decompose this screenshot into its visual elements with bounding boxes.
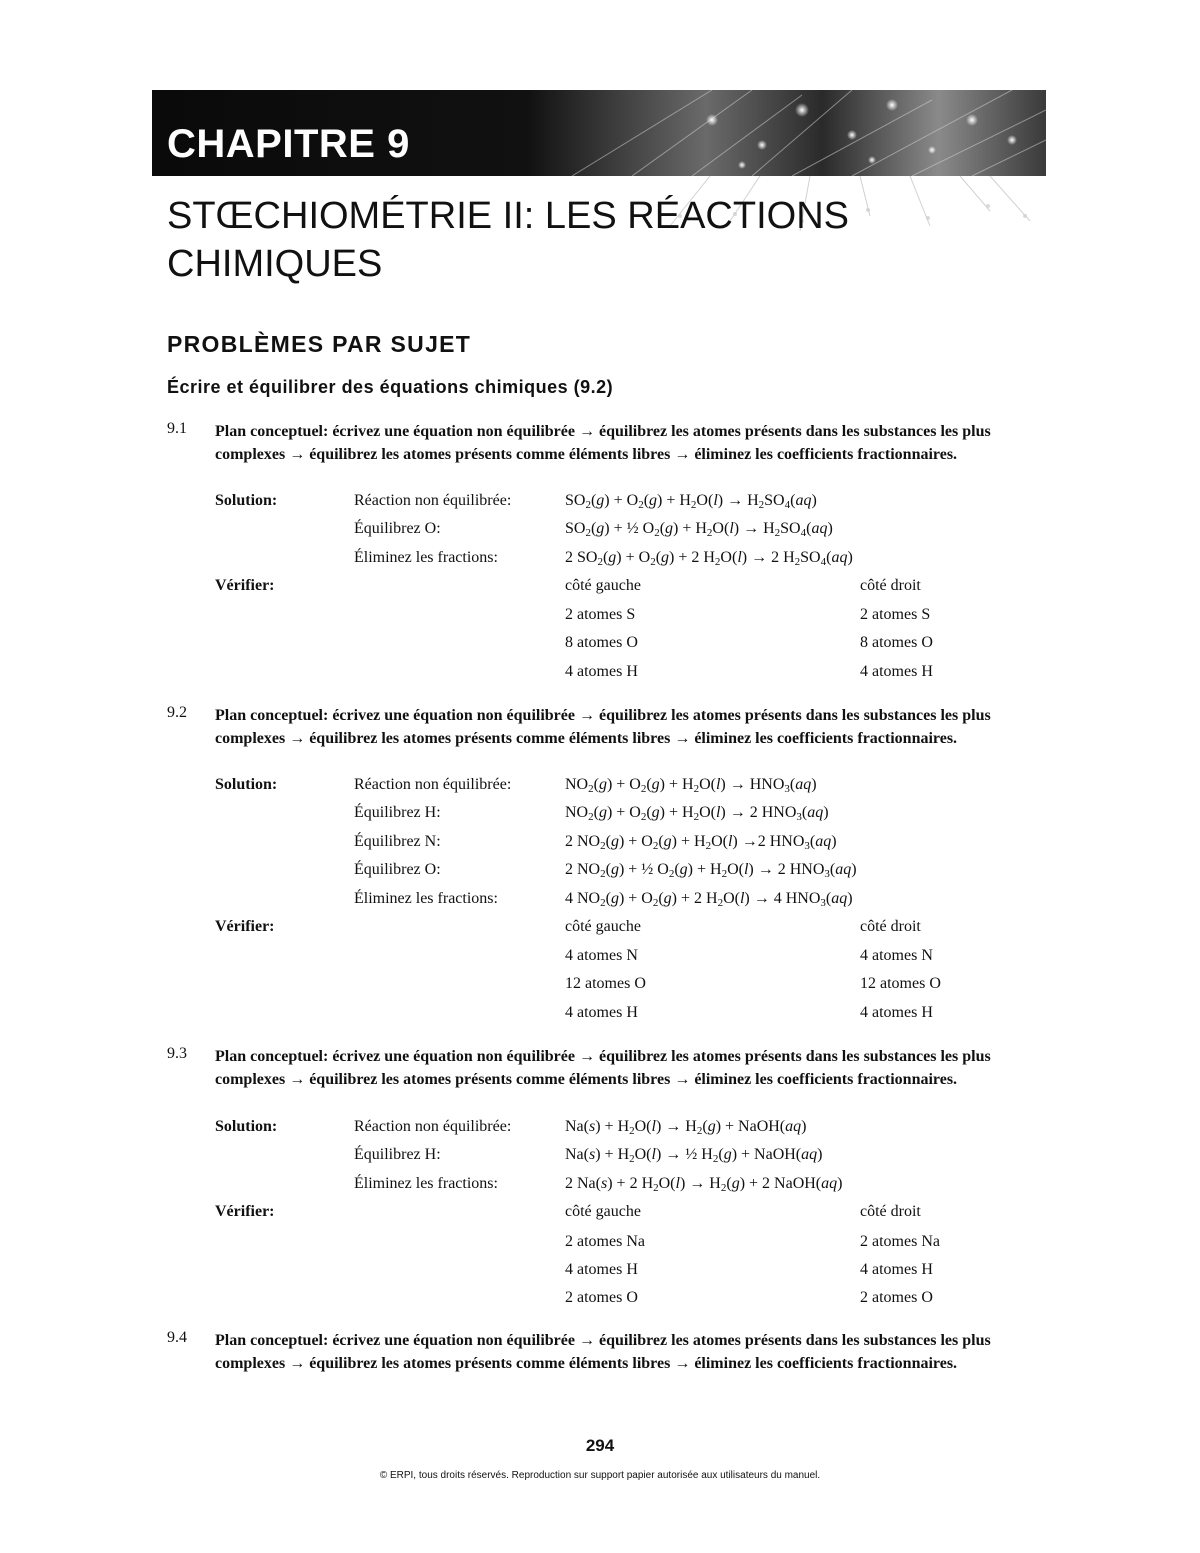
verify-row: [167, 975, 1047, 1003]
verify-right: 4 atomes H: [860, 1261, 933, 1278]
verify-right: 4 atomes N: [860, 947, 933, 964]
equation: 2 $NO_2(g) + O_2(g) + H_2O(l) \to 2$ $HNO_3(aq)$: [565, 833, 837, 852]
solution-row: [167, 1146, 1047, 1174]
verify-right: 8 atomes O: [860, 634, 933, 651]
step-label: Équilibrez H:: [354, 1146, 441, 1163]
step-label: Éliminez les fractions:: [354, 1175, 498, 1192]
equation: $SO_2(g) + O_2(g) + H_2O(l) \to H_2SO_4(aq)$: [565, 492, 817, 511]
verify-row: [167, 947, 1047, 975]
problem-number: 9.3: [167, 1045, 187, 1062]
problem-number: 9.1: [167, 420, 187, 437]
step-label: Équilibrez O:: [354, 861, 441, 878]
verify-left: 2 atomes O: [565, 1289, 638, 1306]
solution-row: [167, 804, 1047, 832]
solution-row: [167, 492, 1047, 520]
verify-left: 2 atomes Na: [565, 1233, 645, 1250]
concept-plan: Plan conceptuel: écrivez une équation non équilibrée → équilibrez les atomes présents dans les substances les plus complexes → équilibrez les atomes présents comme éléments libres → éliminez les coefficients fractionnaires.: [215, 707, 991, 747]
chapter-title: [167, 192, 967, 288]
step-label: Équilibrez H:: [354, 804, 441, 821]
equation: 2 $NO_2(g)$ + ½ $O_2(g) + H_2O(l) \to 2$ $HNO_3(aq)$: [565, 861, 857, 880]
subsection-title: Écrire et équilibrer des équations chimiques (9.2): [167, 377, 614, 397]
problem-number: 9.4: [167, 1329, 187, 1346]
verify-right: 4 atomes H: [860, 1004, 933, 1021]
verify-row: [167, 1004, 1047, 1032]
step-label: Équilibrez N:: [354, 833, 441, 850]
equation: 4 $NO_2(g) + O_2(g) + 2$ $H_2O(l) \to 4$ $HNO_3(aq)$: [565, 890, 853, 909]
verify-left: 2 atomes S: [565, 606, 636, 623]
equation: 2 Na(s) + 2 $H_2O(l) \to H_2(g) + 2$ NaOH(aq): [565, 1175, 843, 1194]
equation: $NO_2(g) + O_2(g) + H_2O(l) \to 2$ $HNO_3(aq)$: [565, 804, 829, 823]
chapter-title-line-2: CHIMIQUES: [167, 243, 383, 285]
verify-row: [167, 918, 1047, 946]
verify-label: Vérifier:: [215, 1203, 275, 1220]
solution-row: [167, 861, 1047, 889]
page-number: 294: [585, 1436, 615, 1455]
verify-right: 2 atomes O: [860, 1289, 933, 1306]
verify-left: côté gauche: [565, 918, 641, 935]
verify-left: 12 atomes O: [565, 975, 646, 992]
concept-plan: Plan conceptuel: écrivez une équation non équilibrée → équilibrez les atomes présents dans les substances les plus complexes → équilibrez les atomes présents comme éléments libres → éliminez les coefficients fractionnaires.: [215, 1048, 991, 1088]
problem-number: 9.2: [167, 704, 187, 721]
verify-row: [167, 606, 1047, 634]
verify-right: 2 atomes S: [860, 606, 931, 623]
verify-label: Vérifier:: [215, 577, 275, 594]
solution-label: Solution:: [215, 492, 278, 509]
verify-left: côté gauche: [565, 1203, 641, 1220]
step-label: Réaction non équilibrée:: [354, 1118, 512, 1135]
verify-left: côté gauche: [565, 577, 641, 594]
equation: $NO_2(g) + O_2(g) + H_2O(l) \to HNO_3(aq)$: [565, 776, 817, 795]
verify-label: Vérifier:: [215, 918, 275, 935]
verify-right: 12 atomes O: [860, 975, 941, 992]
solution-row: [167, 833, 1047, 861]
verify-left: 4 atomes H: [565, 663, 638, 680]
solution-row: [167, 1175, 1047, 1203]
solution-row: [167, 549, 1047, 577]
verify-right: 2 atomes Na: [860, 1233, 940, 1250]
solution-row: [167, 520, 1047, 548]
copyright-notice: © ERPI, tous droits réservés. Reproduction sur support papier autorisée aux utilisateurs du manuel.: [379, 1470, 821, 1481]
equation: $SO_2(g)$ + ½ $O_2(g) + H_2O(l) \to H_2SO_4(aq)$: [565, 520, 833, 539]
equation: $Na(s) + H_2O(l) \to H_2(g)$ + NaOH(aq): [565, 1118, 807, 1137]
step-label: Éliminez les fractions:: [354, 890, 498, 907]
step-label: Équilibrez O:: [354, 520, 441, 537]
chapter-title-line-1: STŒCHIOMÉTRIE II: LES RÉACTIONS: [167, 195, 849, 237]
chapter-label: CHAPITRE 9: [167, 122, 410, 166]
step-label: Réaction non équilibrée:: [354, 492, 512, 509]
concept-plan: Plan conceptuel: écrivez une équation non équilibrée → équilibrez les atomes présents dans les substances les plus complexes → équilibrez les atomes présents comme éléments libres → éliminez les coefficients fractionnaires.: [215, 423, 991, 463]
solution-label: Solution:: [215, 1118, 278, 1135]
verify-right: côté droit: [860, 918, 921, 935]
solution-row: [167, 1118, 1047, 1146]
verify-row: [167, 1261, 1047, 1289]
equation: $Na(s) + H_2O(l)$ → ½ $H_2(g)$ + NaOH(aq): [565, 1146, 823, 1165]
verify-left: 8 atomes O: [565, 634, 638, 651]
verify-right: côté droit: [860, 577, 921, 594]
verify-right: côté droit: [860, 1203, 921, 1220]
verify-right: 4 atomes H: [860, 663, 933, 680]
step-label: Réaction non équilibrée:: [354, 776, 512, 793]
verify-row: [167, 1203, 1047, 1231]
verify-row: [167, 663, 1047, 691]
step-label: Éliminez les fractions:: [354, 549, 498, 566]
verify-left: 4 atomes H: [565, 1261, 638, 1278]
verify-row: [167, 634, 1047, 662]
solution-row: [167, 776, 1047, 804]
solution-label: Solution:: [215, 776, 278, 793]
verify-left: 4 atomes N: [565, 947, 638, 964]
verify-row: [167, 1289, 1047, 1317]
concept-plan: Plan conceptuel: écrivez une équation non équilibrée → équilibrez les atomes présents dans les substances les plus complexes → équilibrez les atomes présents comme éléments libres → éliminez les coefficients fractionnaires.: [215, 1332, 991, 1372]
section-title: PROBLÈMES PAR SUJET: [167, 331, 472, 357]
verify-row: [167, 577, 1047, 605]
verify-left: 4 atomes H: [565, 1004, 638, 1021]
verify-row: [167, 1233, 1047, 1261]
solution-row: [167, 890, 1047, 918]
equation: 2 $SO_2(g) + O_2(g) + 2$ $H_2O(l) \to 2$ $H_2SO_4(aq)$: [565, 549, 853, 568]
